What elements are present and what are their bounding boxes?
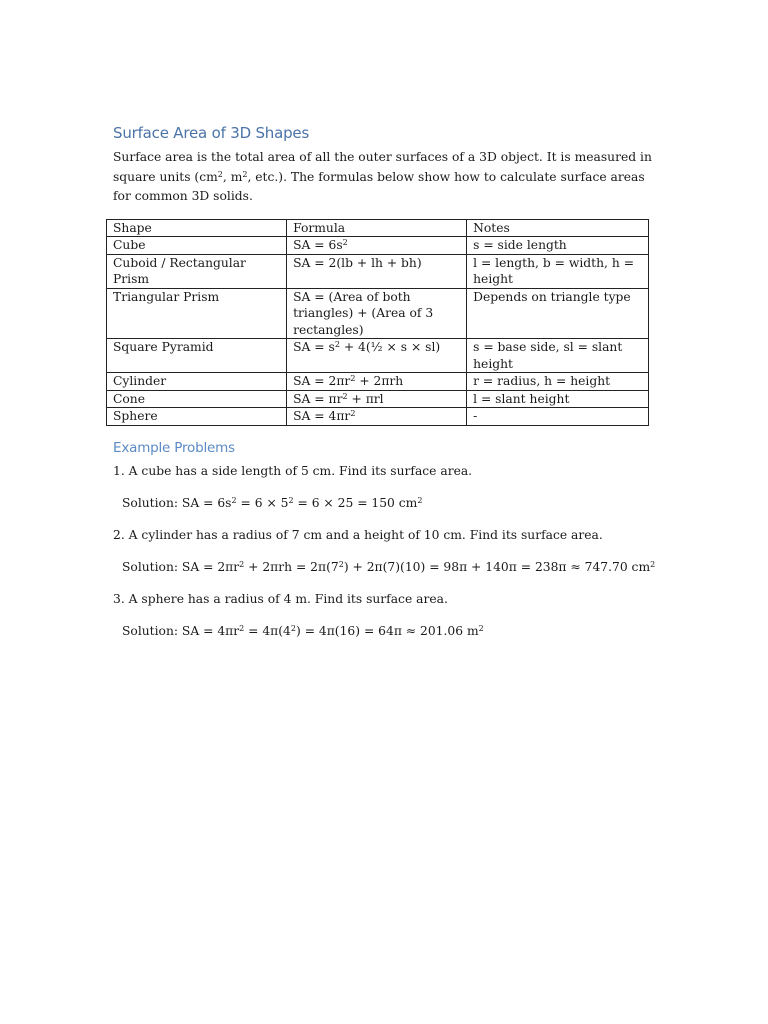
cell-notes: l = length, b = width, h = height (467, 254, 649, 288)
formula-superscript: 2 (342, 238, 348, 247)
cell-notes: r = radius, h = height (467, 373, 649, 391)
cell-shape: Triangular Prism (107, 288, 287, 339)
formula-text: SA = πr (293, 391, 343, 406)
solution-text: + 2πrh = 2π(7 (244, 559, 339, 574)
formula-superscript: 2 (350, 374, 356, 383)
intro-text-3: , etc.). The formulas below show how to calculate surface areas for common 3D solids. (113, 169, 645, 203)
formula-superscript: 2 (342, 391, 348, 401)
problem-solution (122, 622, 658, 640)
formula-superscript: 2 (334, 340, 340, 349)
cell-notes: s = base side, sl = slant height (467, 339, 649, 373)
intro-paragraph (113, 148, 658, 207)
intro-text-2: , m (222, 169, 243, 184)
cell-shape: Square Pyramid (107, 339, 287, 373)
solution-superscript: 2 (239, 559, 245, 569)
solution-superscript: 2 (290, 623, 296, 633)
cell-notes: - (467, 408, 649, 426)
solution-superscript: 2 (478, 623, 484, 633)
table-row (107, 408, 649, 426)
formula-text: SA = 2πr (293, 374, 351, 388)
solution-text: Solution: SA = 2πr (122, 559, 240, 574)
cell-shape: Cube (107, 237, 287, 255)
solution-text: Solution: SA = 4πr (122, 623, 240, 638)
formula-superscript: 2 (350, 409, 356, 418)
solution-superscript: 2 (650, 559, 656, 569)
cell-formula (287, 254, 467, 288)
cell-shape: Sphere (107, 408, 287, 426)
cell-shape: Cuboid / Rectangular Prism (107, 254, 287, 288)
intro-sup-2: 2 (242, 169, 248, 179)
cell-formula (287, 339, 467, 373)
examples-list (106, 462, 658, 640)
table-header-row (107, 219, 649, 237)
solution-superscript: 2 (288, 495, 294, 505)
formula-text: SA = (Area of both triangles) + (Area of 3 rectangles) (293, 289, 434, 337)
solution-text: ) + 2π(7)(10) = 98π + 140π = 238π ≈ 747.70 cm (343, 559, 651, 574)
document-page (106, 124, 658, 654)
formula-text: SA = s (293, 340, 335, 354)
header-shape: Shape (107, 219, 287, 237)
solution-text: Solution: SA = 6s (122, 495, 232, 510)
page-title: Surface Area of 3D Shapes (113, 124, 310, 142)
cell-notes: s = side length (467, 237, 649, 255)
examples-heading: Example Problems (113, 439, 235, 456)
cell-formula (287, 408, 467, 426)
table-row (107, 237, 649, 255)
problem-statement: 3. A sphere has a radius of 4 m. Find its surface area. (113, 591, 448, 606)
solution-text: = 6 × 5 (236, 495, 289, 510)
formula-tail: + 2πrh (355, 374, 404, 388)
formula-text: SA = 6s (293, 238, 343, 252)
formula-table (106, 219, 649, 426)
solution-text: = 6 × 25 = 150 cm (293, 495, 418, 510)
solution-superscript: 2 (417, 495, 423, 505)
solution-superscript: 2 (231, 495, 237, 505)
table-row (107, 339, 649, 373)
header-notes: Notes (467, 219, 649, 237)
cell-notes: Depends on triangle type (467, 288, 649, 339)
formula-text: SA = 4πr (293, 409, 351, 423)
header-formula: Formula (287, 219, 467, 237)
problem-solution (122, 494, 658, 512)
cell-formula (287, 237, 467, 255)
cell-notes: l = slant height (467, 390, 649, 408)
solution-text: = 4π(4 (244, 623, 291, 638)
intro-text-1: Surface area is the total area of all the outer surfaces of a 3D object. It is measured in square units (cm (113, 150, 652, 184)
problem-statement: 1. A cube has a side length of 5 cm. Find its surface area. (113, 463, 473, 478)
table-row (107, 390, 649, 408)
intro-sup-1: 2 (217, 169, 223, 179)
formula-tail: + πrl (347, 391, 384, 406)
cell-shape: Cylinder (107, 373, 287, 391)
formula-tail: + 4(½ × s × sl) (339, 340, 441, 354)
formula-text: SA = 2(lb + lh + bh) (293, 255, 422, 270)
cell-formula (287, 373, 467, 391)
cell-shape: Cone (107, 390, 287, 408)
problem-solution (122, 558, 658, 576)
solution-text: ) = 4π(16) = 64π ≈ 201.06 m (295, 623, 479, 638)
cell-formula (287, 288, 467, 339)
table-row (107, 373, 649, 391)
cell-formula (287, 390, 467, 408)
solution-superscript: 2 (239, 623, 245, 633)
table-row (107, 288, 649, 339)
problem-statement: 2. A cylinder has a radius of 7 cm and a height of 10 cm. Find its surface area. (113, 527, 603, 542)
solution-superscript: 2 (338, 559, 344, 569)
table-row (107, 254, 649, 288)
